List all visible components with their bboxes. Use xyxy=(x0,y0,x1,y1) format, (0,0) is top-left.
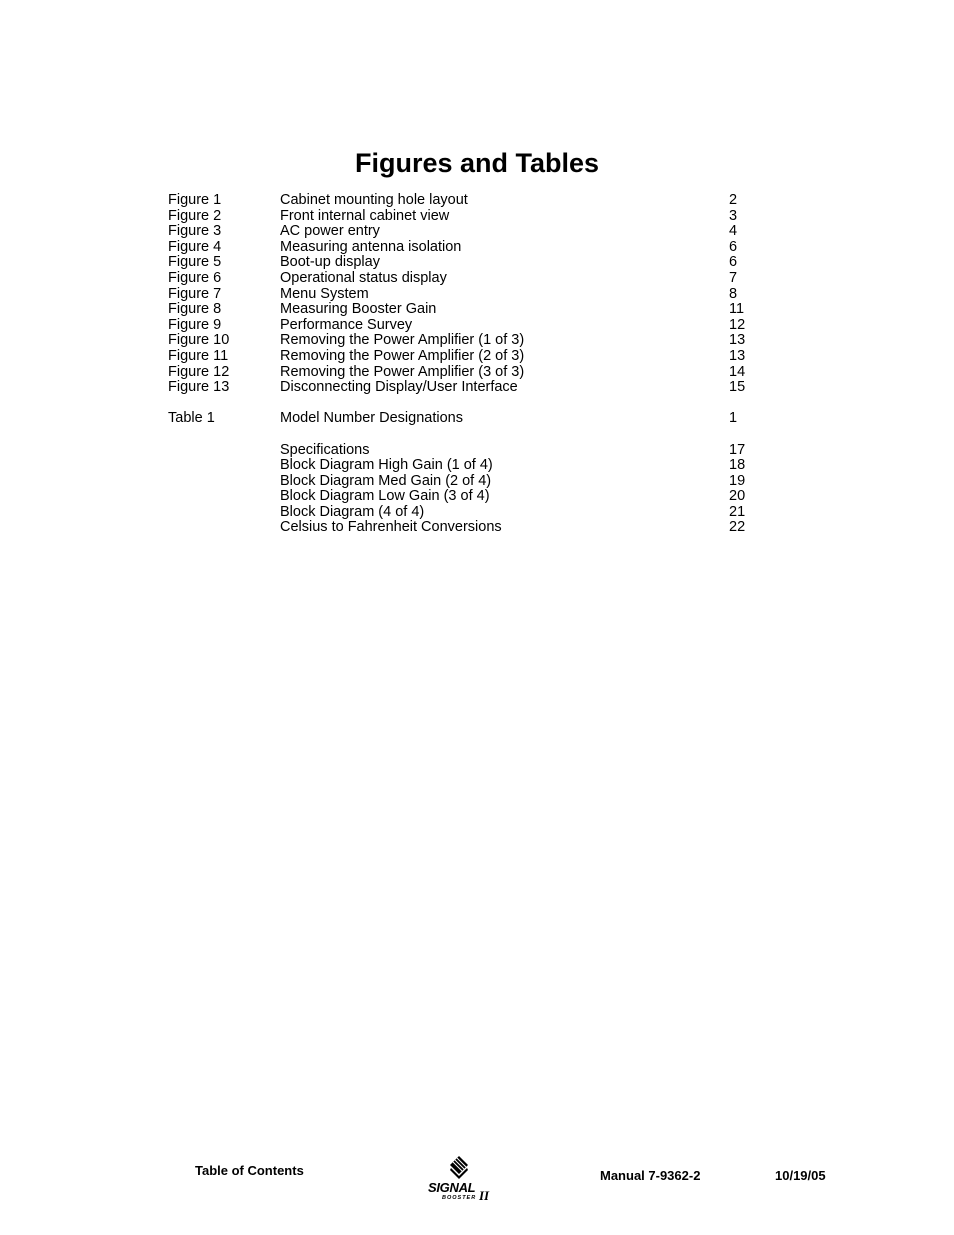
entry-title: Celsius to Fahrenheit Conversions xyxy=(280,519,502,536)
entry-label: Table 1 xyxy=(168,410,215,427)
entry-label: Figure 12 xyxy=(168,363,230,380)
entry-page: 11 xyxy=(729,301,745,318)
list-item xyxy=(168,240,788,256)
entry-title: Removing the Power Amplifier (1 of 3) xyxy=(280,332,525,349)
entry-title: Cabinet mounting hole layout xyxy=(280,192,468,208)
entry-label: Figure 5 xyxy=(168,254,222,271)
entry-page: 17 xyxy=(729,441,746,458)
entry-page: 6 xyxy=(729,238,738,255)
entry-title: Boot-up display xyxy=(280,254,380,271)
entry-page: 19 xyxy=(729,472,746,489)
entry-page: 7 xyxy=(729,269,738,286)
entry-label: Figure 1 xyxy=(168,192,222,208)
entry-label: Figure 8 xyxy=(168,301,222,318)
list-item xyxy=(168,458,788,474)
entry-label: Figure 4 xyxy=(168,238,222,255)
list-item xyxy=(168,443,788,459)
entry-label: Figure 7 xyxy=(168,285,222,302)
entry-page: 22 xyxy=(729,519,746,536)
footer-date: 10/19/05 xyxy=(775,1168,826,1183)
entry-title: Measuring antenna isolation xyxy=(280,238,462,255)
list-item xyxy=(168,333,788,349)
entry-title: Measuring Booster Gain xyxy=(280,301,437,318)
entry-page: 13 xyxy=(729,347,746,364)
entry-page: 4 xyxy=(729,223,738,240)
entry-title: Block Diagram Low Gain (3 of 4) xyxy=(280,488,490,505)
footer-manual-number: Manual 7-9362-2 xyxy=(600,1168,701,1183)
entry-label: Figure 11 xyxy=(168,347,229,364)
entry-page: 18 xyxy=(729,457,746,474)
entry-page: 14 xyxy=(729,363,746,380)
entry-title: AC power entry xyxy=(280,223,380,240)
list-item xyxy=(168,520,788,536)
list-item xyxy=(168,489,788,505)
footer-section-title: Table of Contents xyxy=(195,1163,304,1178)
list-item xyxy=(168,318,788,334)
list-item xyxy=(168,474,788,490)
entry-title: Disconnecting Display/User Interface xyxy=(280,379,518,396)
list-item xyxy=(168,505,788,521)
entry-title: Specifications xyxy=(280,441,370,458)
list-item xyxy=(168,193,788,209)
logo-numeral: II xyxy=(479,1188,490,1203)
entry-page: 13 xyxy=(729,332,746,349)
entry-title: Removing the Power Amplifier (3 of 3) xyxy=(280,363,525,380)
entry-page: 6 xyxy=(729,254,738,271)
entry-label: Figure 10 xyxy=(168,332,230,349)
list-item xyxy=(168,271,788,287)
list-item xyxy=(168,209,788,225)
entry-label: Figure 6 xyxy=(168,269,222,286)
entry-page: 1 xyxy=(729,410,738,427)
entry-title: Front internal cabinet view xyxy=(280,207,450,224)
entry-page: 2 xyxy=(729,192,738,208)
list-item xyxy=(168,287,788,303)
entry-label: Figure 13 xyxy=(168,379,230,396)
list-item xyxy=(168,255,788,271)
entry-page: 21 xyxy=(729,503,746,520)
entry-title: Menu System xyxy=(280,285,369,302)
entry-page: 12 xyxy=(729,316,746,333)
list-item xyxy=(168,365,788,381)
entry-label: Figure 3 xyxy=(168,223,222,240)
entry-title: Performance Survey xyxy=(280,316,413,333)
entry-title: Model Number Designations xyxy=(280,410,463,427)
entry-page: 3 xyxy=(729,207,738,224)
logo-sub-text: BOOSTER xyxy=(442,1195,477,1201)
list-item xyxy=(168,224,788,240)
entry-page: 8 xyxy=(729,285,738,302)
list-item xyxy=(168,411,788,427)
figures-tables-list xyxy=(168,193,788,536)
entry-page: 20 xyxy=(729,488,746,505)
entry-title: Block Diagram Med Gain (2 of 4) xyxy=(280,472,492,489)
logo-main-text: SIGNAL xyxy=(428,1180,476,1195)
entry-page: 15 xyxy=(729,379,746,396)
signal-booster-logo xyxy=(426,1156,496,1204)
list-item xyxy=(168,302,788,318)
logo-mark-icon xyxy=(448,1156,470,1180)
entry-title: Block Diagram High Gain (1 of 4) xyxy=(280,457,493,474)
list-item xyxy=(168,349,788,365)
entry-label: Figure 2 xyxy=(168,207,222,224)
page-title: Figures and Tables xyxy=(354,148,600,178)
list-item xyxy=(168,380,788,396)
entry-label: Figure 9 xyxy=(168,316,222,333)
entry-title: Operational status display xyxy=(280,269,447,286)
entry-title: Block Diagram (4 of 4) xyxy=(280,503,425,520)
entry-title: Removing the Power Amplifier (2 of 3) xyxy=(280,347,525,364)
